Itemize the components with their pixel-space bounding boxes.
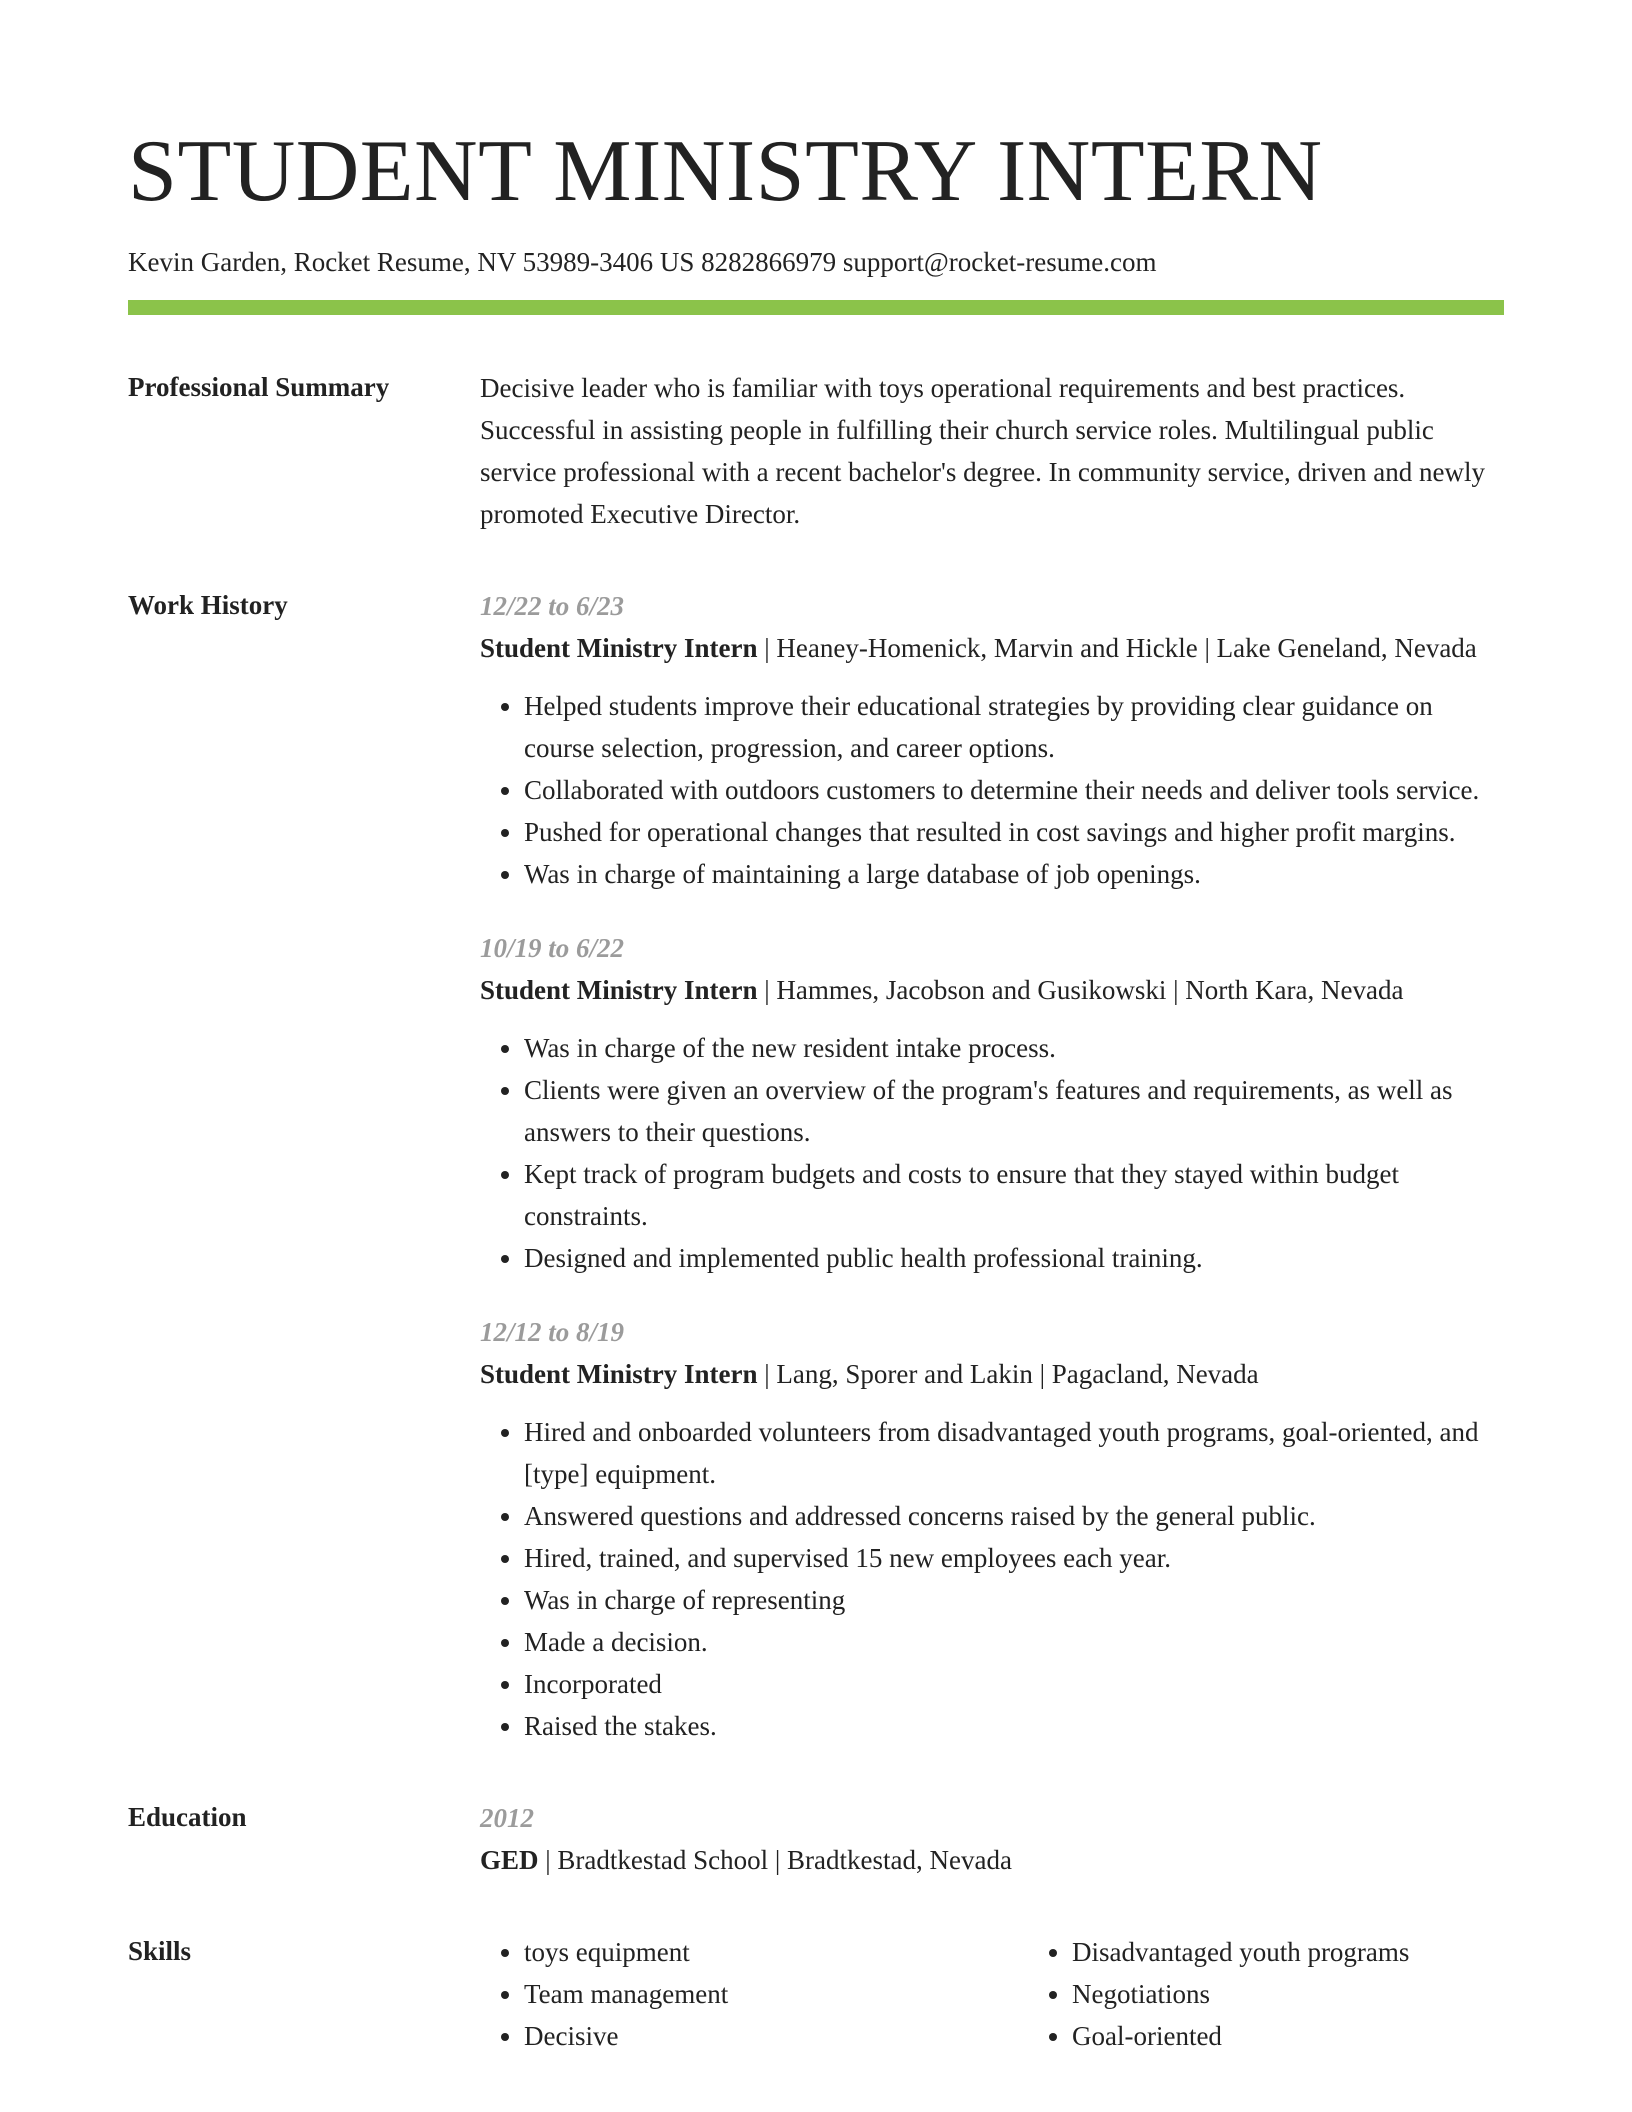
- education-heading: Education: [128, 1802, 247, 1832]
- skill-item: • Team management: [524, 1973, 984, 2015]
- job-bullet: • Answered questions and addressed concerns raised by the general public.: [524, 1495, 1504, 1537]
- education-body: [480, 1797, 1504, 1881]
- summary-section: [128, 367, 1504, 535]
- job-title: Student Ministry Intern: [480, 633, 758, 663]
- job-bullet: • Hired, trained, and supervised 15 new employees each year.: [524, 1537, 1504, 1579]
- job-bullets: [480, 685, 1504, 895]
- skill-item: • Disadvantaged youth programs: [1072, 1931, 1532, 1973]
- accent-divider: [128, 300, 1504, 315]
- job-bullet: • Collaborated with outdoors customers to determine their needs and deliver tools service.: [524, 769, 1504, 811]
- skills-column-left: [480, 1931, 984, 2057]
- job-dates: 12/22 to 6/23: [480, 591, 625, 621]
- job-bullet: • Hired and onboarded volunteers from disadvantaged youth programs, goal-oriented, and [type] equipment.: [524, 1411, 1504, 1495]
- job-details: | Heaney-Homenick, Marvin and Hickle | Lake Geneland, Nevada: [757, 633, 1477, 663]
- job-bullet: • Clients were given an overview of the program's features and requirements, as well as answers to their questions.: [524, 1069, 1504, 1153]
- job-bullet: • Helped students improve their educational strategies by providing clear guidance on course selection, progression, and career options.: [524, 685, 1504, 769]
- job-dates: 10/19 to 6/22: [480, 933, 625, 963]
- skills-heading: Skills: [128, 1936, 192, 1966]
- job-bullet: • Was in charge of representing: [524, 1579, 1504, 1621]
- skills-body: [480, 1931, 1532, 2057]
- job-header: [480, 969, 1504, 1011]
- work-history-heading: Work History: [128, 590, 288, 620]
- job-bullet: • Raised the stakes.: [524, 1705, 1504, 1747]
- skills-column-right: [1028, 1931, 1532, 2057]
- job-dates: 12/12 to 8/19: [480, 1317, 625, 1347]
- job-header: [480, 1353, 1504, 1395]
- job-bullet: • Made a decision.: [524, 1621, 1504, 1663]
- resume-title: STUDENT MINISTRY INTERN: [128, 123, 1323, 220]
- job-bullet: • Was in charge of the new resident intake process.: [524, 1027, 1504, 1069]
- job-title: Student Ministry Intern: [480, 1359, 758, 1389]
- education-year: 2012: [480, 1803, 534, 1833]
- summary-text: Decisive leader who is familiar with toys operational requirements and best practices. Successful in assisting people in fulfilling their church service roles. Multilingual public service professional with a recent bachelor's degree. In community service, driven and newly promoted Executive Director.: [480, 373, 1485, 529]
- education-section: [128, 1797, 1504, 1881]
- job-entry: [480, 585, 1504, 895]
- skill-item: • Decisive: [524, 2015, 984, 2057]
- work-history-body: [480, 585, 1504, 1747]
- job-bullets: [480, 1411, 1504, 1747]
- job-bullet: • Pushed for operational changes that resulted in cost savings and higher profit margins.: [524, 811, 1504, 853]
- summary-heading: Professional Summary: [128, 372, 390, 402]
- work-history-section: [128, 585, 1504, 1747]
- job-header: [480, 627, 1504, 669]
- skills-section: [128, 1931, 1504, 2057]
- job-entry: [480, 927, 1504, 1279]
- job-bullet: • Designed and implemented public health professional training.: [524, 1237, 1504, 1279]
- resume-page: [128, 120, 1504, 2057]
- job-bullets: [480, 1027, 1504, 1279]
- skill-item: • Goal-oriented: [1072, 2015, 1532, 2057]
- job-bullet: • Was in charge of maintaining a large database of job openings.: [524, 853, 1504, 895]
- job-bullet: • Incorporated: [524, 1663, 1504, 1705]
- education-details: | Bradtkestad School | Bradtkestad, Nevada: [538, 1845, 1012, 1875]
- contact-line: Kevin Garden, Rocket Resume, NV 53989-3406 US 8282866979 support@rocket-resume.com: [128, 247, 1157, 277]
- job-entry: [480, 1311, 1504, 1747]
- summary-body: [480, 367, 1504, 535]
- job-details: | Lang, Sporer and Lakin | Pagacland, Nevada: [757, 1359, 1259, 1389]
- education-line: [480, 1839, 1504, 1881]
- skill-item: • toys equipment: [524, 1931, 984, 1973]
- education-degree: GED: [480, 1845, 539, 1875]
- job-bullet: • Kept track of program budgets and costs to ensure that they stayed within budget constraints.: [524, 1153, 1504, 1237]
- job-details: | Hammes, Jacobson and Gusikowski | North Kara, Nevada: [757, 975, 1404, 1005]
- job-title: Student Ministry Intern: [480, 975, 758, 1005]
- skill-item: • Negotiations: [1072, 1973, 1532, 2015]
